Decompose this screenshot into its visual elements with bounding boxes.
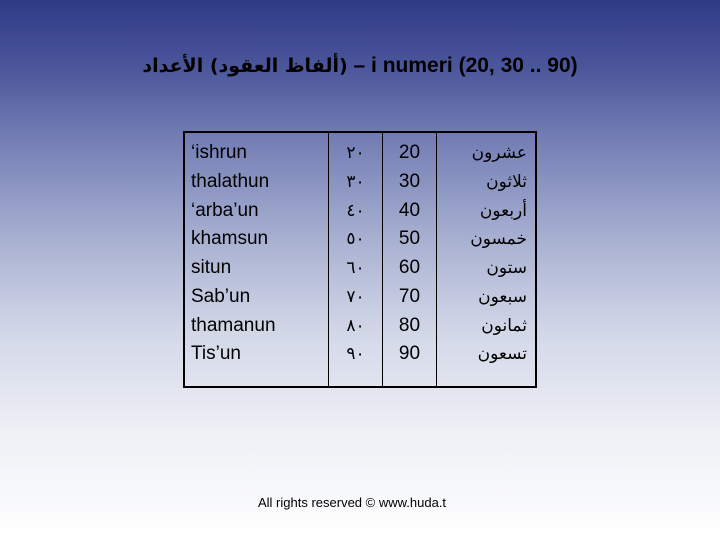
eastern-numeral-column: [328, 133, 382, 386]
eastern-numeral-cell: ٢٠: [346, 143, 365, 163]
numbers-table: [183, 131, 537, 388]
transliteration-cell: ‘ishrun: [191, 142, 247, 163]
arabic-word-cell: أربعون: [479, 200, 527, 221]
transliteration-cell: Sab’un: [191, 285, 251, 307]
transliteration-cell: ‘arba’un: [191, 199, 259, 221]
arabic-word-cell: ستون: [486, 258, 527, 278]
eastern-numeral-cell: ٣٠: [346, 171, 365, 192]
transliteration-column: [185, 133, 328, 386]
transliteration-cell: thalathun: [191, 170, 270, 192]
western-numeral-cell: 20: [398, 142, 421, 163]
transliteration-cell: situn: [191, 257, 232, 278]
slide-title: [0, 54, 720, 78]
western-numeral-cell: 30: [398, 170, 421, 192]
copyright-footer: All rights reserved © www.huda.t: [258, 495, 447, 510]
arabic-word-cell: ثمانون: [481, 315, 527, 336]
arabic-word-column: [436, 133, 535, 386]
transliteration-cell: thamanun: [191, 314, 276, 336]
western-numeral-cell: 60: [398, 257, 421, 278]
eastern-numeral-cell: ٤٠: [346, 200, 365, 221]
arabic-word-cell: ثلاثون: [486, 171, 527, 192]
arabic-word-cell: خمسون: [470, 229, 527, 250]
western-numeral-cell: 80: [398, 314, 421, 336]
eastern-numeral-cell: ٧٠: [346, 286, 365, 307]
title-arabic: (ألفاظ العقود) الأعداد: [142, 55, 348, 77]
transliteration-cell: Tis’un: [191, 343, 241, 365]
arabic-word-cell: سبعون: [478, 286, 527, 307]
western-numeral-cell: 70: [398, 285, 421, 307]
eastern-numeral-cell: ٦٠: [346, 258, 365, 278]
western-numeral-cell: 90: [398, 343, 421, 365]
title-latin: – i numeri (20, 30 .. 90): [353, 54, 578, 77]
western-numeral-cell: 40: [398, 199, 421, 221]
western-numeral-column: [382, 133, 436, 386]
eastern-numeral-cell: ٥٠: [346, 229, 365, 250]
western-numeral-cell: 50: [398, 228, 421, 250]
arabic-word-cell: عشرون: [471, 143, 527, 163]
eastern-numeral-cell: ٨٠: [346, 315, 365, 336]
transliteration-cell: khamsun: [191, 228, 269, 250]
eastern-numeral-cell: ٩٠: [346, 344, 365, 365]
arabic-word-cell: تسعون: [477, 344, 527, 365]
